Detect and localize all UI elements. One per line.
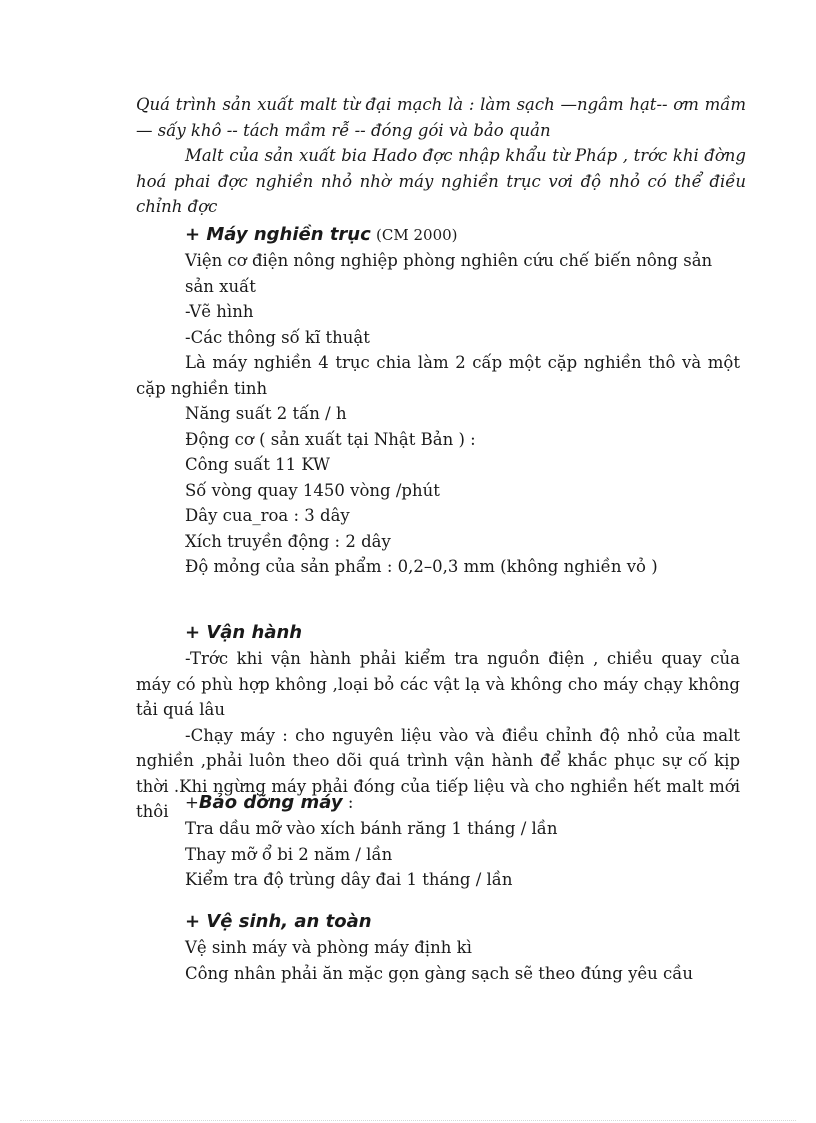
maintenance-item: Kiểm tra độ trùng dây đai 1 tháng / lần bbox=[185, 870, 513, 889]
maintenance-item: Tra dầu mỡ vào xích bánh răng 1 tháng / lần bbox=[185, 819, 558, 838]
maintenance-colon: : bbox=[342, 793, 354, 812]
operation-paragraph: -Trớc khi vận hành phải kiểm tra nguồn điện , chiều quay của máy có phù hợp không ,loại bỏ các vật lạ và không cho máy chạy không tải quá lâu bbox=[136, 649, 740, 719]
footer-divider bbox=[20, 1120, 796, 1121]
operation-paragraph: -Chạy máy : cho nguyên liệu vào và điều chỉnh độ nhỏ của malt nghiền ,phải luôn theo dõi quá trình vận hành để khắc phục sự cố kịp thời .Khi ngừng máy phải đóng của tiếp liệu và cho nghiền hết malt mới thôi bbox=[136, 725, 740, 821]
crusher-line: Viện cơ điện nông nghiệp phòng nghiên cứu chế biến nông sản sản xuất bbox=[185, 251, 713, 296]
spec-item: Độ mỏng của sản phẩm : 0,2–0,3 mm (không nghiền vỏ ) bbox=[185, 557, 658, 576]
maintenance-section bbox=[136, 790, 740, 893]
maintenance-heading bbox=[136, 790, 740, 816]
safety-heading bbox=[136, 909, 740, 935]
safety-item: Vệ sinh máy và phòng máy định kì bbox=[185, 938, 472, 957]
crusher-model: (CM 2000) bbox=[376, 226, 458, 244]
spec-item: Dây cua_roa : 3 dây bbox=[185, 506, 350, 525]
operation-heading bbox=[136, 620, 740, 646]
spec-item: Năng suất 2 tấn / h bbox=[185, 404, 347, 423]
maintenance-heading-title: Bảo dỡng máy bbox=[198, 792, 343, 813]
safety-item: Công nhân phải ăn mặc gọn gàng sạch sẽ theo đúng yêu cầu bbox=[185, 963, 694, 983]
intro-section bbox=[136, 92, 746, 220]
crusher-line: -Vẽ hình bbox=[185, 302, 254, 321]
crusher-line: -Các thông số kĩ thuật bbox=[185, 327, 370, 347]
safety-section bbox=[136, 909, 740, 986]
crusher-description: Là máy nghiền 4 trục chia làm 2 cấp một cặp nghiền thô và một cặp nghiền tinh bbox=[136, 353, 740, 398]
crusher-heading bbox=[136, 222, 740, 248]
intro-malt-text: Malt của sản xuất bia Hado đợc nhập khẩu từ Pháp , trớc khi đờng hoá phai đợc nghiền nhỏ nhờ máy nghiền trục vơi độ nhỏ có thể điều chỉnh đợc bbox=[136, 146, 746, 216]
crusher-heading-title: + Máy nghiền trục bbox=[185, 224, 371, 245]
spec-item: Động cơ ( sản xuất tại Nhật Bản ) : bbox=[185, 429, 476, 449]
maintenance-item: Thay mỡ ổ bi 2 năm / lần bbox=[185, 844, 393, 864]
spec-item: Số vòng quay 1450 vòng /phút bbox=[185, 480, 440, 500]
crusher-section bbox=[136, 222, 740, 580]
operation-heading-title: + Vận hành bbox=[185, 622, 303, 643]
safety-heading-title: + Vệ sinh, an toàn bbox=[185, 911, 372, 932]
spec-item: Xích truyền động : 2 dây bbox=[185, 531, 391, 551]
intro-process-text: Quá trình sản xuất malt từ đại mạch là : làm sạch —ngâm hạt-- ơm mầm — sấy khô -- tách mầm rễ -- đóng gói và bảo quản bbox=[136, 95, 746, 140]
spec-item: Công suất 11 KW bbox=[185, 455, 331, 474]
maintenance-plus: + bbox=[185, 793, 199, 812]
